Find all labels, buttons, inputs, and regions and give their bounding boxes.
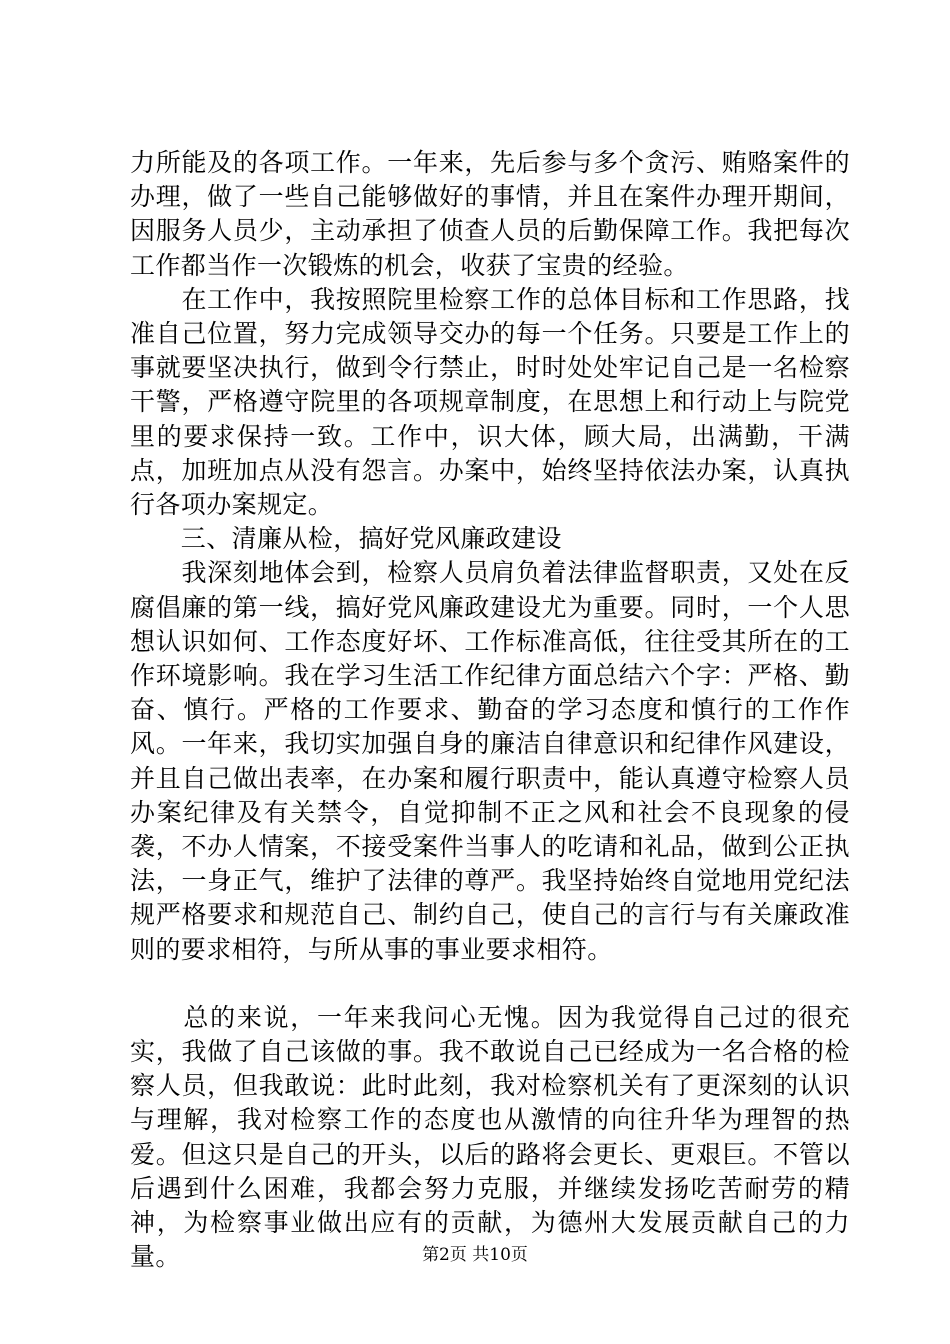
paragraph-spacer [130,967,850,1001]
document-body [130,146,850,1275]
paragraph-conclusion: 总的来说，一年来我问心无愧。因为我觉得自己过的很充实，我做了自己该做的事。我不敢说自己已经成为一名合格的检察人员，但我敢说：此时此刻，我对检察机关有了更深刻的认识与理解，我对检察工作的态度也从激情的向往升华为理智的热爱。但这只是自己的开头，以后的路将会更长、更艰巨。不管以后遇到什么困难，我都会努力克服，并继续发扬吃苦耐劳的精神，为检察事业做出应有的贡献，为德州大发展贡献自己的力量。 [130,1002,850,1272]
paragraph-integrity: 我深刻地体会到，检察人员肩负着法律监督职责，又处在反腐倡廉的第一线，搞好党风廉政建设尤为重要。同时，一个人思想认识如何、工作态度好坏、工作标准高低，往往受其所在的工作环境影响。我在学习生活工作纪律方面总结六个字：严格、勤奋、慎行。严格的工作要求、勤奋的学习态度和慎行的工作作风。一年来，我切实加强自身的廉洁自律意识和纪律作风建设，并且自己做出表率，在办案和履行职责中，能认真遵守检察人员办案纪律及有关禁令，自觉抑制不正之风和社会不良现象的侵袭，不办人情案，不接受案件当事人的吃请和礼品，做到公正执法，一身正气，维护了法律的尊严。我坚持始终自觉地用党纪法规严格要求和规范自己、制约自己，使自己的言行与有关廉政准则的要求相符，与所从事的事业要求相符。 [130,558,850,964]
section-heading-integrity: 三、清廉从检，搞好党风廉政建设 [130,524,562,554]
page-number-footer: 第2页 共10页 [422,1245,528,1265]
paragraph-work-continued: 力所能及的各项工作。一年来，先后参与多个贪污、贿赂案件的办理，做了一些自己能够做好的事情，并且在案件办理开期间，因服务人员少，主动承担了侦查人员的后勤保障工作。我把每次工作都当作一次锻炼的机会，收获了宝贵的经验。 [130,148,850,280]
paragraph-work-attitude: 在工作中，我按照院里检察工作的总体目标和工作思路，找准自己位置，努力完成领导交办的每一个任务。只要是工作上的事就要坚决执行，做到令行禁止，时时处处牢记自己是一名检察干警，严格遵守院里的各项规章制度，在思想上和行动上与院党里的要求保持一致。工作中，识大体，顾大局，出满勤，干满点，加班加点从没有怨言。办案中，始终坚持依法办案，认真执行各项办案规定。 [130,284,850,520]
